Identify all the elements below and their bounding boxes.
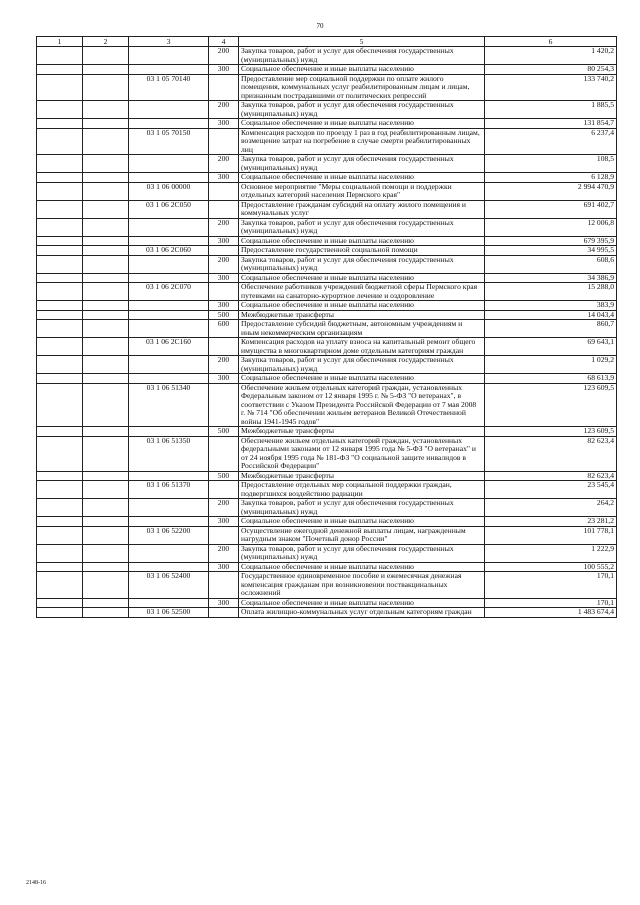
cell-amount: 170,1 [485,598,617,608]
table-row [37,255,617,273]
cell-expense-type: 300 [209,65,239,75]
table-row [37,74,617,101]
cell-expense-type: 300 [209,517,239,527]
cell-empty-2 [83,182,129,200]
cell-target-code [129,356,209,374]
table-row [37,283,617,301]
table-header-row [37,37,617,47]
cell-amount: 23 545,4 [485,481,617,499]
cell-empty-1 [37,273,83,283]
table-row [37,273,617,283]
table-row [37,119,617,129]
cell-target-code [129,544,209,562]
cell-empty-2 [83,338,129,356]
cell-expense-type [209,481,239,499]
cell-empty-2 [83,283,129,301]
cell-empty-1 [37,572,83,599]
cell-empty-1 [37,173,83,183]
cell-empty-1 [37,119,83,129]
cell-empty-1 [37,471,83,481]
cell-name: Социальное обеспечение и иные выплаты населению [239,65,485,75]
cell-name: Закупка товаров, работ и услуг для обеспечения государственных (муниципальных) нужд [239,499,485,517]
cell-name: Закупка товаров, работ и услуг для обеспечения государственных (муниципальных) нужд [239,101,485,119]
cell-empty-2 [83,562,129,572]
cell-name: Закупка товаров, работ и услуг для обеспечения государственных (муниципальных) нужд [239,544,485,562]
cell-name: Социальное обеспечение и иные выплаты населению [239,273,485,283]
page-number: 70 [316,22,324,30]
cell-empty-1 [37,236,83,246]
cell-target-code [129,119,209,129]
cell-name: Социальное обеспечение и иные выплаты населению [239,517,485,527]
cell-empty-1 [37,320,83,338]
cell-empty-2 [83,246,129,256]
cell-expense-type [209,200,239,218]
cell-empty-1 [37,65,83,75]
table-row [37,338,617,356]
cell-empty-2 [83,74,129,101]
cell-empty-1 [37,436,83,471]
cell-empty-2 [83,101,129,119]
cell-amount: 131 854,7 [485,119,617,129]
cell-expense-type: 300 [209,301,239,311]
cell-empty-2 [83,356,129,374]
cell-expense-type: 300 [209,173,239,183]
table-row [37,562,617,572]
cell-target-code [129,65,209,75]
cell-amount: 34 995,5 [485,246,617,256]
table-row [37,356,617,374]
cell-target-code [129,47,209,65]
cell-empty-2 [83,119,129,129]
table-row [37,481,617,499]
cell-empty-1 [37,310,83,320]
cell-expense-type [209,608,239,618]
cell-amount: 6 128,9 [485,173,617,183]
table-row [37,173,617,183]
cell-name: Межбюджетные трансферты [239,310,485,320]
cell-empty-1 [37,499,83,517]
cell-empty-1 [37,598,83,608]
cell-name: Компенсация расходов по проезду 1 раз в год реабилитированным лицам, возмещение затрат на погребение в случае смерти реабилитированных лиц [239,128,485,155]
cell-name: Социальное обеспечение и иные выплаты населению [239,301,485,311]
cell-empty-2 [83,598,129,608]
cell-empty-2 [83,173,129,183]
cell-amount: 34 386,9 [485,273,617,283]
cell-empty-2 [83,65,129,75]
cell-expense-type: 300 [209,236,239,246]
cell-empty-1 [37,338,83,356]
cell-expense-type: 300 [209,374,239,384]
cell-target-code: 03 1 06 51370 [129,481,209,499]
column-header: 3 [129,37,209,47]
cell-empty-2 [83,47,129,65]
cell-expense-type [209,526,239,544]
cell-amount: 123 609,5 [485,383,617,427]
cell-name: Социальное обеспечение и иные выплаты населению [239,562,485,572]
cell-empty-2 [83,218,129,236]
table-row [37,101,617,119]
cell-empty-2 [83,128,129,155]
cell-expense-type: 200 [209,356,239,374]
cell-expense-type: 300 [209,562,239,572]
cell-amount: 264,2 [485,499,617,517]
cell-target-code [129,598,209,608]
cell-empty-1 [37,283,83,301]
cell-empty-1 [37,374,83,384]
cell-amount: 1 885,5 [485,101,617,119]
cell-name: Предоставление отдельных мер социальной поддержки граждан, подвергшихся воздействию радиации [239,481,485,499]
cell-target-code [129,101,209,119]
cell-target-code [129,427,209,437]
cell-empty-1 [37,544,83,562]
cell-empty-1 [37,47,83,65]
cell-amount: 108,5 [485,155,617,173]
cell-target-code [129,218,209,236]
cell-name: Обеспечение жильем отдельных категорий граждан, установленных Федеральным законом от 12 января 1995 г. № 5-ФЗ "О ветеранах", в соответствии с Указом Президента Российской Федерации от 7 мая 2008 г. № 714 "Об обеспечении жильем ветеранов Великой Отечественной войны 1941-1945 годов" [239,383,485,427]
cell-target-code [129,320,209,338]
cell-target-code [129,255,209,273]
cell-amount: 133 740,2 [485,74,617,101]
cell-name: Межбюджетные трансферты [239,427,485,437]
cell-amount: 15 288,0 [485,283,617,301]
cell-amount: 383,9 [485,301,617,311]
table-body [37,47,617,618]
cell-name: Компенсация расходов на уплату взноса на капитальный ремонт общего имущества в многоквартирном доме отдельным категориям граждан [239,338,485,356]
cell-amount: 2 994 470,9 [485,182,617,200]
cell-amount: 12 006,8 [485,218,617,236]
cell-empty-1 [37,427,83,437]
cell-name: Закупка товаров, работ и услуг для обеспечения государственных (муниципальных) нужд [239,356,485,374]
cell-name: Социальное обеспечение и иные выплаты населению [239,598,485,608]
cell-amount: 1 029,2 [485,356,617,374]
cell-name: Предоставление государственной социальной помощи [239,246,485,256]
cell-empty-2 [83,374,129,384]
cell-amount: 1 420,2 [485,47,617,65]
table-row [37,128,617,155]
cell-empty-2 [83,273,129,283]
cell-target-code: 03 1 06 52200 [129,526,209,544]
cell-amount: 860,7 [485,320,617,338]
cell-target-code: 03 1 06 00000 [129,182,209,200]
cell-target-code: 03 1 06 2С050 [129,200,209,218]
cell-empty-1 [37,218,83,236]
cell-empty-2 [83,481,129,499]
cell-target-code [129,562,209,572]
cell-name: Социальное обеспечение и иные выплаты населению [239,374,485,384]
cell-empty-1 [37,608,83,618]
cell-expense-type [209,246,239,256]
cell-target-code [129,499,209,517]
cell-empty-2 [83,517,129,527]
cell-empty-2 [83,499,129,517]
cell-empty-2 [83,572,129,599]
cell-amount: 82 623,4 [485,436,617,471]
cell-empty-2 [83,471,129,481]
cell-expense-type: 200 [209,218,239,236]
cell-target-code [129,273,209,283]
cell-target-code: 03 1 06 52400 [129,572,209,599]
cell-target-code: 03 1 05 70140 [129,74,209,101]
cell-expense-type: 200 [209,499,239,517]
cell-empty-2 [83,236,129,246]
cell-name: Закупка товаров, работ и услуг для обеспечения государственных (муниципальных) нужд [239,155,485,173]
table-row [37,499,617,517]
cell-expense-type [209,572,239,599]
cell-target-code: 03 1 05 70150 [129,128,209,155]
table-row [37,427,617,437]
table-row [37,544,617,562]
cell-target-code [129,301,209,311]
cell-empty-2 [83,608,129,618]
cell-target-code: 03 1 06 2С060 [129,246,209,256]
cell-amount: 1 483 674,4 [485,608,617,618]
cell-empty-1 [37,481,83,499]
cell-target-code: 03 1 06 2С160 [129,338,209,356]
table-row [37,320,617,338]
cell-name: Закупка товаров, работ и услуг для обеспечения государственных (муниципальных) нужд [239,255,485,273]
cell-name: Оплата жилищно-коммунальных услуг отдельным категориям граждан [239,608,485,618]
table-row [37,517,617,527]
cell-name: Закупка товаров, работ и услуг для обеспечения государственных (муниципальных) нужд [239,218,485,236]
cell-name: Предоставление субсидий бюджетным, автономным учреждениям и иным некоммерческим организациям [239,320,485,338]
cell-target-code [129,517,209,527]
column-header: 2 [83,37,129,47]
cell-empty-2 [83,155,129,173]
cell-amount: 6 237,4 [485,128,617,155]
cell-target-code: 03 1 06 52500 [129,608,209,618]
cell-expense-type: 500 [209,427,239,437]
cell-name: Обеспечение жильем отдельных категорий граждан, установленных федеральными законами от 12 января 1995 года № 5-ФЗ "О ветеранах" и от 24 ноября 1995 года № 181-ФЗ "О социальной защите инвалидов в Российской Федерации" [239,436,485,471]
cell-empty-2 [83,526,129,544]
cell-target-code [129,155,209,173]
cell-amount: 170,1 [485,572,617,599]
cell-empty-1 [37,383,83,427]
cell-name: Основное мероприятие "Меры социальной помощи и поддержки отдельных категорий населения Пермского края" [239,182,485,200]
cell-expense-type: 200 [209,101,239,119]
cell-amount: 68 613,9 [485,374,617,384]
cell-empty-1 [37,200,83,218]
cell-expense-type: 300 [209,119,239,129]
table-row [37,374,617,384]
cell-empty-1 [37,155,83,173]
table-row [37,218,617,236]
table-row [37,246,617,256]
cell-expense-type [209,182,239,200]
table-row [37,608,617,618]
cell-expense-type [209,74,239,101]
table-row [37,310,617,320]
cell-empty-2 [83,427,129,437]
cell-amount: 23 281,2 [485,517,617,527]
budget-table [36,36,617,618]
cell-amount: 691 402,7 [485,200,617,218]
cell-empty-1 [37,526,83,544]
cell-amount: 14 043,4 [485,310,617,320]
cell-empty-2 [83,436,129,471]
cell-expense-type [209,128,239,155]
table-row [37,182,617,200]
cell-empty-1 [37,182,83,200]
column-header: 6 [485,37,617,47]
cell-empty-1 [37,562,83,572]
cell-name: Социальное обеспечение и иные выплаты населению [239,173,485,183]
cell-name: Предоставление мер социальной поддержки по оплате жилого помещения, коммунальных услуг реабилитированным лицам и лицам, признанным пострадавшими от политических репрессий [239,74,485,101]
cell-target-code: 03 1 06 51340 [129,383,209,427]
cell-empty-2 [83,320,129,338]
table-row [37,65,617,75]
cell-expense-type: 500 [209,471,239,481]
cell-amount: 679 395,9 [485,236,617,246]
cell-expense-type: 200 [209,47,239,65]
cell-empty-1 [37,101,83,119]
cell-empty-1 [37,128,83,155]
cell-empty-2 [83,383,129,427]
table-row [37,236,617,246]
cell-expense-type [209,283,239,301]
cell-amount: 80 254,3 [485,65,617,75]
cell-expense-type: 200 [209,255,239,273]
table-row [37,383,617,427]
cell-target-code: 03 1 06 51350 [129,436,209,471]
cell-name: Социальное обеспечение и иные выплаты населению [239,236,485,246]
cell-expense-type: 600 [209,320,239,338]
cell-expense-type [209,383,239,427]
cell-amount: 123 609,5 [485,427,617,437]
cell-amount: 101 778,1 [485,526,617,544]
table-row [37,598,617,608]
cell-expense-type [209,338,239,356]
table-row [37,47,617,65]
table-row [37,471,617,481]
cell-name: Межбюджетные трансферты [239,471,485,481]
cell-target-code [129,310,209,320]
cell-empty-2 [83,301,129,311]
column-header: 4 [209,37,239,47]
footer-code: 2148-16 [26,880,46,886]
cell-name: Осуществление ежегодной денежной выплаты лицам, награжденным нагрудным знаком "Почетный донор России" [239,526,485,544]
cell-empty-2 [83,200,129,218]
cell-empty-1 [37,246,83,256]
cell-amount: 608,6 [485,255,617,273]
cell-target-code [129,471,209,481]
cell-name: Государственное единовременное пособие и ежемесячная денежная компенсация гражданам при возникновении поствакцинальных осложнений [239,572,485,599]
column-header: 1 [37,37,83,47]
cell-target-code [129,236,209,246]
table-row [37,436,617,471]
cell-expense-type: 300 [209,598,239,608]
cell-empty-2 [83,310,129,320]
cell-amount: 69 643,1 [485,338,617,356]
cell-amount: 1 222,9 [485,544,617,562]
table-row [37,155,617,173]
cell-empty-1 [37,255,83,273]
table-row [37,301,617,311]
cell-expense-type: 500 [209,310,239,320]
cell-expense-type: 300 [209,273,239,283]
cell-target-code [129,173,209,183]
cell-amount: 100 555,2 [485,562,617,572]
cell-expense-type [209,436,239,471]
cell-target-code: 03 1 06 2С070 [129,283,209,301]
cell-name: Обеспечение работников учреждений бюджетной сферы Пермского края путевками на санаторно-курортное лечение и оздоровление [239,283,485,301]
cell-name: Закупка товаров, работ и услуг для обеспечения государственных (муниципальных) нужд [239,47,485,65]
cell-empty-2 [83,544,129,562]
table-row [37,200,617,218]
cell-empty-1 [37,301,83,311]
cell-empty-1 [37,517,83,527]
cell-target-code [129,374,209,384]
column-header: 5 [239,37,485,47]
cell-empty-1 [37,356,83,374]
table-row [37,572,617,599]
cell-empty-2 [83,255,129,273]
cell-expense-type: 200 [209,155,239,173]
cell-name: Социальное обеспечение и иные выплаты населению [239,119,485,129]
cell-amount: 82 623,4 [485,471,617,481]
cell-empty-1 [37,74,83,101]
cell-name: Предоставление гражданам субсидий на оплату жилого помещения и коммунальных услуг [239,200,485,218]
table-row [37,526,617,544]
cell-expense-type: 200 [209,544,239,562]
